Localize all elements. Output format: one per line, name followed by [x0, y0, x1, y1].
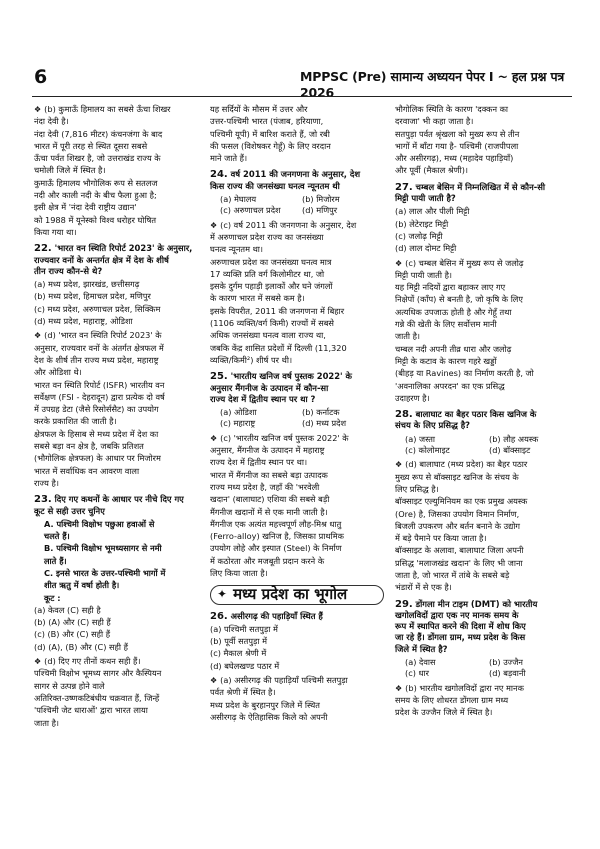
question-25 — [210, 371, 384, 405]
question-22 — [34, 243, 208, 277]
question-line: किस राज्य की जनसंख्या घनत्व न्यूनतम थी — [210, 180, 340, 191]
answer-26 — [210, 675, 384, 723]
statement-line: B. पश्चिमी विक्षोभ भूमध्यसागर से नमी — [44, 543, 162, 554]
option: (d) लाल दोमट मिट्टी — [395, 243, 457, 254]
section-heading — [210, 585, 384, 604]
question-23 — [34, 494, 208, 517]
option: (b) लेटेराइट मिट्टी — [395, 218, 449, 229]
option: (d) मध्य प्रदेश, महाराष्ट्र, ओडिशा — [34, 316, 133, 327]
answer-line: (1106 व्यक्ति/वर्ग किमी) राज्यों में सबसे — [210, 318, 334, 329]
answer-25 — [210, 433, 384, 580]
answer-line: ❖ (d) बालाघाट (मध्य प्रदेश) का बैहर पठार — [395, 459, 573, 470]
answer-line: मैंगनीज खदानों में से एक मानी जाती है। — [210, 506, 328, 517]
question-number: 25. — [210, 371, 228, 383]
question-28 — [395, 409, 573, 432]
answer-line: राज्य है। — [34, 477, 59, 488]
answer-line: और पूर्वी (मैकाल श्रेणी)। — [395, 165, 469, 176]
answer-line: में अरुणाचल प्रदेश राज्य का जनसंख्या — [210, 231, 324, 242]
answer-line: उदाहरण है। — [395, 392, 430, 403]
answer-27 — [395, 258, 573, 405]
statement-line: A. पश्चिमी विक्षोभ पछुआ हवाओं से — [44, 518, 155, 529]
answer-23-continued — [210, 104, 384, 164]
answer-29 — [395, 683, 573, 719]
answer-line: देश के शीर्ष तीन राज्य मध्य प्रदेश, महाराष्ट्र — [34, 354, 159, 365]
option: (a) मध्य प्रदेश, झारखंड, छत्तीसगढ़ — [34, 279, 140, 290]
answer-26-continued — [395, 104, 573, 177]
question-line: 'भारतीय खनिज वर्ष पुस्तक 2022' के — [230, 371, 352, 382]
section-title: मध्य प्रदेश का भूगोल — [233, 585, 348, 604]
answer-line: गन्ने की खेती के लिए सर्वोत्तम मानी — [395, 319, 497, 330]
option: (a) ओडिशा — [220, 407, 257, 418]
option: (d) मणिपुर — [302, 205, 338, 216]
answer-line: नंदा देवी (7,816 मीटर) कंचनजंगा के बाद — [34, 128, 163, 139]
running-title: MPPSC (Pre) सामान्य अध्ययन पेपर I ~ हल प्रश्न पत्र 2026 — [300, 69, 565, 100]
question-line: कूट से सही उत्तर चुनिए — [34, 505, 105, 516]
answer-line: इसके दुर्गम पहाड़ी इलाकों और घने जंगलों — [210, 281, 333, 292]
column-3 — [395, 104, 573, 720]
answer-line: में बड़े पैमाने पर किया जाता है। — [395, 533, 487, 544]
option: (a) देवास — [405, 657, 436, 668]
answer-line: अनुसार, राज्यवार वनों के अंतर्गत क्षेत्रफल में — [34, 342, 164, 353]
answer-line: में उपग्रह डेटा (जैसे रिसोर्ससैट) का उपयोग — [34, 404, 159, 415]
answer-line: 'अवनालिका अपरदन' का एक प्रसिद्ध — [395, 380, 505, 391]
option: (d) (A), (B) और (C) सही हैं — [34, 641, 128, 652]
option: (d) बघेलखण्ड पठार में — [210, 660, 280, 671]
answer-line: ❖ (c) चम्बल बेसिन में मुख्य रूप से जलोढ़ — [395, 258, 573, 269]
answer-line: इसके विपरीत, 2011 की जनगणना में बिहार — [210, 305, 345, 316]
answer-line: के कारण भारत में सबसे कम है। — [210, 293, 305, 304]
statement-line: चलते हैं। — [44, 531, 70, 542]
options — [405, 434, 573, 457]
answer-line: मुख्य रूप से बॉक्साइट खनिज के संचय के — [395, 471, 519, 482]
answer-line: लिए प्रसिद्ध है। — [395, 483, 439, 494]
answer-line: अधिक जनसंख्या घनत्व वाला राज्य था, — [210, 330, 326, 341]
question-line: जा रहे हैं। डोंगला ग्राम, मध्य प्रदेश के किस — [395, 632, 526, 643]
question-line: मिट्टी पायी जाती है? — [395, 193, 456, 204]
answer-line: ❖ (c) 'भारतीय खनिज वर्ष पुस्तक 2022' के — [210, 433, 384, 444]
question-line: असीरगढ़ की पहाड़ियाँ स्थित हैं — [230, 610, 323, 621]
option: (b) उज्जैन — [489, 657, 523, 668]
option: (a) मेघालय — [220, 194, 257, 205]
option: (d) बड़वानी — [489, 668, 526, 679]
answer-line: नदी और काली नदी के बीच फैला हुआ है; — [34, 190, 157, 201]
statement-line: C. इनसे भारत के उत्तर-पश्चिमी भागों में — [44, 567, 166, 578]
question-line: संचय के लिए प्रसिद्ध है? — [395, 420, 471, 431]
answer-line: भारत में मैंगनीज का सबसे बड़ा उत्पादक — [210, 469, 328, 480]
question-number: 24. — [210, 169, 228, 181]
answer-line: मिट्टी के कटाव के कारण गहरे खड्डों — [395, 355, 497, 366]
answer-line: दरवाजा' भी कहा जाता है। — [395, 116, 474, 127]
answer-line: (Ore) है, जिसका उपयोग विमान निर्माण, — [395, 508, 520, 519]
code-label: कूट : — [44, 592, 61, 603]
answer-line: राज्य मध्य प्रदेश है, जहाँ की 'भरवेली — [210, 481, 320, 492]
question-27 — [395, 182, 573, 205]
option: (b) पूर्वी सतपुड़ा में — [210, 636, 267, 647]
option: (c) (B) और (C) सही हैं — [34, 629, 111, 640]
question-line: खगोलविदों द्वारा एक नए मानक समय के — [395, 609, 519, 620]
column-2 — [210, 104, 384, 724]
answer-line: अरुणाचल प्रदेश का जनसंख्या घनत्व मात्र — [210, 256, 332, 267]
question-24 — [210, 169, 384, 192]
option: (a) पश्चिमी सतपुड़ा में — [210, 623, 278, 634]
star-icon: ✦ — [217, 587, 228, 602]
answer-line: पश्चिमी यूपी) में बारिश कराते हैं, जो रबी — [210, 128, 330, 139]
option: (c) मध्य प्रदेश, अरुणाचल प्रदेश, सिक्किम — [34, 303, 161, 314]
option: (b) मिजोरम — [302, 194, 340, 205]
answer-line: सबसे बड़ा वन क्षेत्र है, जबकि प्रतिशत — [34, 441, 144, 452]
option: (b) लौह अयस्क — [489, 433, 539, 444]
option: (c) जलोढ़ मिट्टी — [395, 230, 443, 241]
answer-line: जबकि केंद्र शासित प्रदेशों में दिल्ली (11,320 — [210, 342, 347, 353]
answer-line: 17 व्यक्ति प्रति वर्ग किलोमीटर था, जो — [210, 268, 325, 279]
answer-line: जाता है। — [34, 717, 60, 728]
options — [220, 194, 384, 217]
answer-22 — [34, 330, 208, 489]
question-line: अनुसार मैंगनीज के उत्पादन में कौन-सा — [210, 382, 329, 393]
answer-line: किया गया था। — [34, 226, 77, 237]
options — [405, 657, 573, 680]
answer-line: नंदा देवी है। — [34, 116, 69, 127]
answer-line: यह मिट्टी नदियों द्वारा बहाकर लाए गए — [395, 282, 506, 293]
answer-line: भारत में पूरी तरह से स्थित दूसरा सबसे — [34, 140, 148, 151]
answer-line: माने जाते हैं। — [210, 153, 248, 164]
answer-line: समय के लिए शोधरत डोंगला ग्राम मध्य — [395, 694, 509, 705]
answer-line: बॉक्साइट के अलावा, बालाघाट जिला अपनी — [395, 545, 524, 556]
answer-line: व्यक्ति/किमी²) शीर्ष पर थी। — [210, 354, 293, 365]
answer-line: की फसल (विशेषकर गेहूँ) के लिए वरदान — [210, 140, 331, 151]
answer-line: चम्बल नदी अपनी तीव्र धारा और जलोढ़ — [395, 343, 512, 354]
answer-line: अनुसार, मैंगनीज के उत्पादन में महाराष्ट्र — [210, 445, 325, 456]
answer-line: प्रदेश के उज्जैन जिले में स्थित है। — [395, 707, 493, 718]
answer-line: भारत वन स्थिति रिपोर्ट (ISFR) भारतीय वन — [34, 379, 165, 390]
answer-line: मिट्टी पायी जाती है। — [395, 269, 453, 280]
question-line: रूप में स्थापित करने की दिशा में शोध किए — [395, 621, 526, 632]
header-rule — [32, 96, 572, 97]
answer-line: ❖ (a) असीरगढ़ की पहाड़ियाँ पश्चिमी सतपुड़ा — [210, 675, 384, 686]
statement-line: लाते हैं। — [44, 555, 67, 566]
answer-28 — [395, 459, 573, 593]
answer-line: भारत में सर्वाधिक वन आवरण वाला — [34, 465, 140, 476]
question-number: 22. — [34, 243, 52, 255]
question-line: वर्ष 2011 की जनगणना के अनुसार, देश — [230, 169, 361, 180]
answer-line: 'पश्चिमी जेट धाराओं' द्वारा भारत लाया — [34, 705, 148, 716]
option: (c) अरुणाचल प्रदेश — [220, 205, 281, 216]
option: (c) महाराष्ट्र — [220, 418, 256, 429]
answer-line: पश्चिमी विक्षोभ भूमध्य सागर और कैस्पियन — [34, 668, 162, 679]
answer-line: क्षेत्रफल के हिसाब से मध्य प्रदेश में देश का — [34, 428, 159, 439]
answer-line: जाता है, जो भारत में तांबे के सबसे बड़े — [395, 569, 510, 580]
statement-line: शीत ऋतु में वर्षा होती है। — [44, 580, 120, 591]
answer-line: सर्वेक्षण (FSI - देहरादून) द्वारा प्रत्येक दो वर्ष — [34, 391, 165, 402]
question-line: राज्यवार वनों के अन्तर्गत क्षेत्र में देश के शीर्ष — [34, 254, 169, 265]
answer-line: में कठोरता और मजबूती प्रदान करने के — [210, 555, 325, 566]
option: (a) जस्ता — [405, 433, 436, 444]
answer-line: इसी क्षेत्र में 'नंदा देवी राष्ट्रीय उद्यान' — [34, 202, 137, 213]
answer-line: अतिरिक्त-उष्णकटिबंधीय चक्रवात हैं, जिन्हें — [34, 692, 160, 703]
page-number: 6 — [34, 66, 48, 88]
answer-23 — [34, 656, 208, 729]
answer-line: उत्तर-पश्चिमी भारत (पंजाब, हरियाणा, — [210, 116, 324, 127]
question-line: दिए गए कथनों के आधार पर नीचे दिए गए — [54, 494, 184, 505]
answer-line: ❖ (c) वर्ष 2011 की जनगणना के अनुसार, देश — [210, 220, 384, 231]
answer-line: ऊँचा पर्वत शिखर है, जो उत्तराखंड राज्य के — [34, 153, 161, 164]
answer-line: बिजली उपकरण और बर्तन बनाने के उद्योग — [395, 520, 521, 531]
answer-line: जाती है। — [395, 331, 421, 342]
answer-line: भागों में बाँटा गया है- पश्चिमी (राजपीपला — [395, 140, 519, 151]
question-line: तीन राज्य कौन-से थे? — [34, 265, 103, 276]
question-number: 28. — [395, 409, 413, 421]
answer-line: सागर से उत्पन्न होने वाले — [34, 680, 105, 691]
answer-line: चमोली जिले में स्थित है। — [34, 165, 106, 176]
answer-line: अत्यधिक उपजाऊ होती है और गेहूँ तथा — [395, 306, 512, 317]
answer-line: ❖ (d) दिए गए तीनों कथन सही हैं। — [34, 656, 208, 667]
answer-line: और ओडिशा थे। — [34, 367, 82, 378]
question-number: 29. — [395, 598, 413, 610]
answer-line: और असीरगढ़), मध्य (महादेव पहाड़ियाँ) — [395, 153, 514, 164]
answer-line: ❖ (b) कुमाऊँ हिमालय का सबसे ऊँचा शिखर — [34, 104, 208, 115]
answer-line: उपयोग लोहे और इस्पात (Steel) के निर्माण — [210, 543, 342, 554]
question-line: 'भारत वन स्थिति रिपोर्ट 2023' के अनुसार, — [54, 243, 193, 254]
page-header — [0, 0, 600, 100]
answer-line: भौगोलिक स्थिति के कारण 'दक्कन का — [395, 104, 509, 114]
answer-line: खदान' (बालाघाट) एशिया की सबसे बड़ी — [210, 494, 330, 505]
question-line: राज्य देश में द्वितीय स्थान पर था ? — [210, 393, 316, 404]
answer-line: (बीहड़ या Ravines) का निर्माण करती है, जो — [395, 368, 534, 379]
question-number: 23. — [34, 494, 52, 506]
option: (d) मध्य प्रदेश — [302, 418, 347, 429]
answer-line: (भौगोलिक क्षेत्रफल) के आधार पर मिजोरम — [34, 453, 161, 464]
options — [220, 407, 384, 430]
answer-line: ❖ (d) 'भारत वन स्थिति रिपोर्ट 2023' के — [34, 330, 208, 341]
answer-line: ❖ (b) भारतीय खगोलविदों द्वारा नए मानक — [395, 683, 573, 694]
answer-line: सतपुड़ा पर्वत श्रृंखला को मुख्य रूप से तीन — [395, 128, 520, 139]
option: (b) कर्नाटक — [302, 407, 340, 418]
option: (c) कोलोमाइट — [405, 445, 450, 456]
answer-line: असीरगढ़ के ऐतिहासिक किले को अपनी — [210, 711, 328, 722]
question-number: 26. — [210, 610, 228, 622]
answer-line: प्रसिद्ध 'मलाजखंड खदान' के लिए भी जाना — [395, 557, 523, 568]
question-line: बालाघाट का बैहर पठार किस खनिज के — [415, 409, 537, 420]
answer-line: भंडारों में से एक है। — [395, 582, 452, 593]
option: (b) (A) और (C) सही हैं — [34, 617, 111, 628]
option: (c) धार — [405, 668, 429, 679]
statements — [44, 519, 208, 592]
question-29 — [395, 599, 573, 655]
answer-line: बॉक्साइट एल्युमिनियम का एक प्रमुख अयस्क — [395, 496, 528, 507]
question-26 — [210, 611, 384, 622]
answer-line: घनत्व न्यूनतम था। — [210, 244, 264, 255]
answer-line: (Ferro-alloy) खनिज है, जिसका प्राथमिक — [210, 531, 344, 542]
answer-line: मैंगनीज एक अत्यंत महत्त्वपूर्ण लौह-मिश्र धातु — [210, 518, 342, 529]
column-1 — [34, 104, 208, 730]
answer-line: करके प्रकाशित की जाती है। — [34, 416, 117, 427]
option: (b) मध्य प्रदेश, हिमाचल प्रदेश, मणिपुर — [34, 291, 151, 302]
option: (a) लाल और पीली मिट्टी — [395, 206, 470, 217]
answer-line: राज्य देश में द्वितीय स्थान पर था। — [210, 457, 308, 468]
option: (d) बॉक्साइट — [489, 445, 531, 456]
question-line: जिले में स्थित है? — [395, 643, 448, 654]
question-number: 27. — [395, 181, 413, 193]
option: (a) केवल (C) सही है — [34, 604, 101, 615]
question-line: डोंगला मीन टाइम (DMT) को भारतीय — [415, 598, 538, 609]
answer-line: निक्षेपों (काँप) से बनती है, जो कृषि के लिए — [395, 294, 523, 305]
answer-line: को 1988 में यूनेस्को विश्व धरोहर घोषित — [34, 214, 157, 225]
answer-line: लिए किया जाता है। — [210, 567, 268, 578]
answer-line: पर्वत श्रेणी में स्थित है। — [210, 687, 276, 698]
answer-line: यह सर्दियों के मौसम में उत्तर और — [210, 104, 308, 114]
answer-line: मध्य प्रदेश के बुरहानपुर जिले में स्थित — [210, 699, 320, 710]
answer-21 — [34, 104, 208, 238]
answer-24 — [210, 220, 384, 367]
answer-line: कुमाऊँ हिमालय भौगोलिक रूप से सतलज — [34, 177, 158, 188]
question-line: चम्बल बेसिन में निम्नलिखित में से कौन-सी — [415, 181, 546, 192]
option: (c) मैकाल श्रेणी में — [210, 648, 267, 659]
